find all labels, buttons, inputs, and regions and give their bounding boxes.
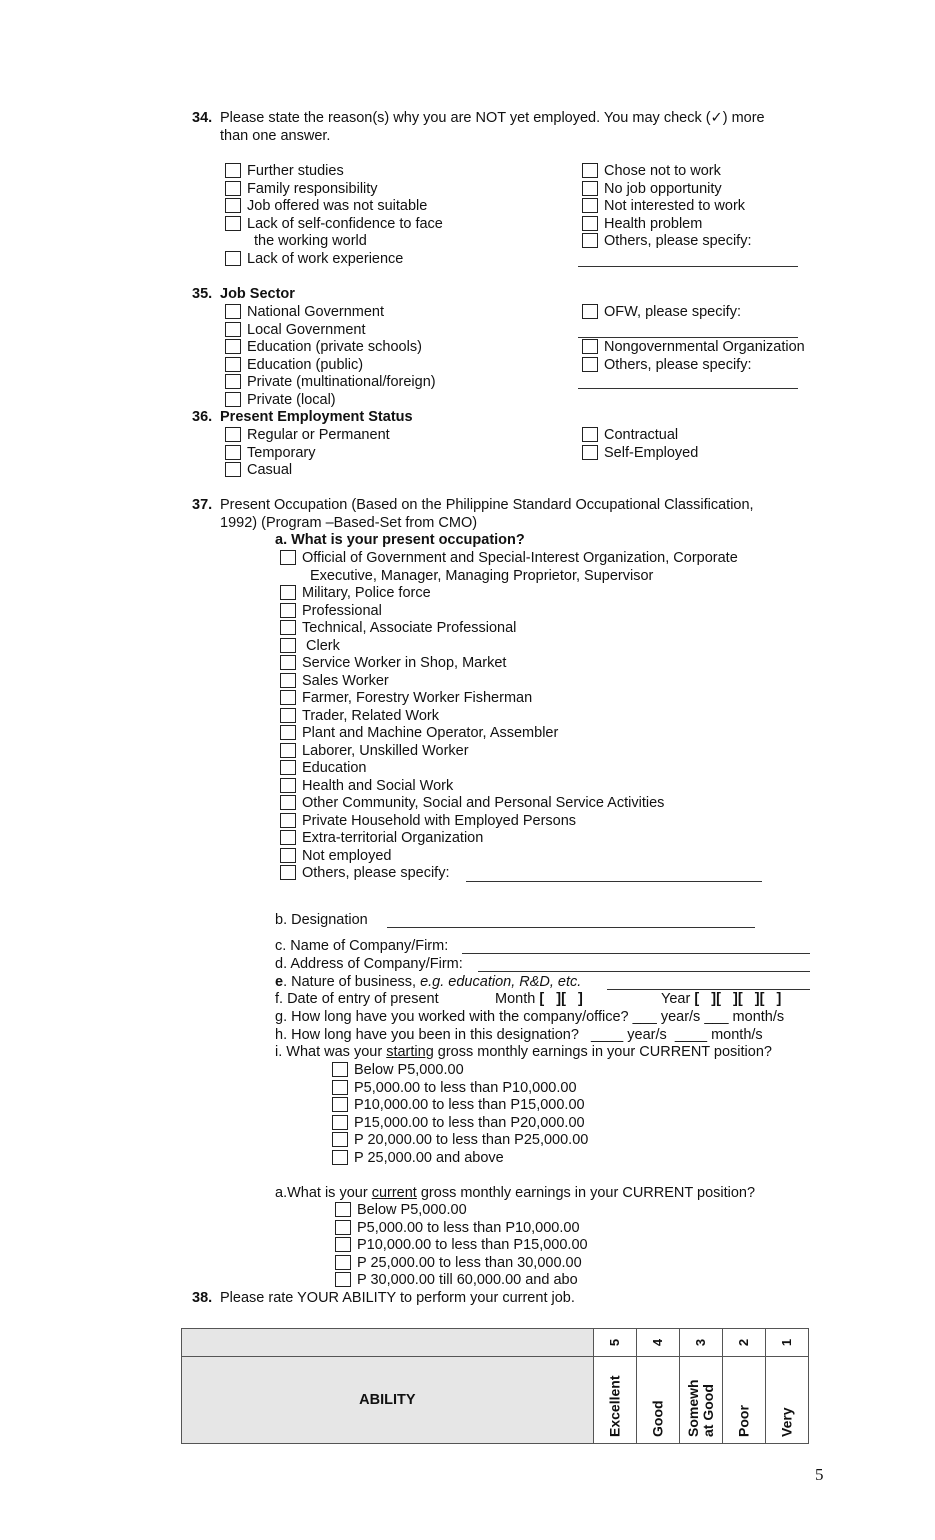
occupation-option[interactable]: Trader, Related Work (280, 708, 738, 726)
q34-others-specify-line[interactable] (578, 266, 798, 267)
checkbox[interactable] (582, 357, 598, 372)
earnings-option[interactable]: P15,000.00 to less than P20,000.00 (332, 1115, 588, 1133)
checkbox[interactable] (280, 603, 296, 618)
current-earnings-options (335, 1202, 588, 1290)
checkbox[interactable] (225, 304, 241, 319)
scale-5: 5 (593, 1329, 636, 1357)
q34-option[interactable]: Others, please specify: (582, 233, 752, 251)
checkbox[interactable] (582, 233, 598, 248)
checkbox[interactable] (280, 865, 296, 880)
scale-label-row (182, 1357, 809, 1444)
q35-option[interactable]: Private (multinational/foreign) (225, 374, 436, 392)
q34-number: 34. (192, 110, 213, 126)
checkbox[interactable] (225, 462, 241, 477)
checkbox[interactable] (582, 339, 598, 354)
q36-option[interactable]: Temporary (225, 445, 390, 463)
q36-right-options (582, 427, 698, 462)
q37d-address-label: d. Address of Company/Firm: (275, 956, 463, 972)
checkbox[interactable] (332, 1080, 348, 1095)
q36-left-options (225, 427, 390, 480)
ability-header: ABILITY (182, 1357, 594, 1444)
checkbox[interactable] (280, 673, 296, 688)
q37b-designation-field[interactable] (387, 927, 755, 928)
checkbox[interactable] (280, 690, 296, 705)
scale-2: 2 (722, 1329, 765, 1357)
q34-option[interactable]: Not interested to work (582, 198, 752, 216)
checkbox[interactable] (280, 795, 296, 810)
checkbox[interactable] (335, 1272, 351, 1287)
checkbox[interactable] (335, 1255, 351, 1270)
occupation-option[interactable]: Professional (280, 603, 738, 621)
q37-text-line1: Present Occupation (Based on the Philippine Standard Occupational Classification, (220, 497, 754, 513)
checkbox[interactable] (335, 1202, 351, 1217)
q37f-year: Year [ ][ ][ ][ ] (661, 991, 782, 1007)
checkbox[interactable] (332, 1097, 348, 1112)
q37f-month: Month [ ][ ] (495, 991, 583, 1007)
q36-option[interactable]: Regular or Permanent (225, 427, 390, 445)
checkbox[interactable] (225, 216, 241, 231)
q37-number: 37. (192, 497, 213, 513)
checkbox[interactable] (225, 181, 241, 196)
q37e-nature-field[interactable] (607, 989, 810, 990)
q35-option[interactable]: Education (private schools) (225, 339, 436, 357)
q38-text: Please rate YOUR ABILITY to perform your current job. (220, 1290, 575, 1306)
page-number: 5 (815, 1465, 824, 1484)
q37g-tenure[interactable]: g. How long have you worked with the company/office? ___ year/s ___ month/s (275, 1009, 785, 1025)
q35-option[interactable]: Others, please specify: (582, 357, 805, 375)
q37a-occupation-list (280, 550, 738, 883)
q35-others-specify-line[interactable] (578, 388, 798, 389)
year-boxes[interactable]: [ ][ ][ ][ ] (694, 991, 782, 1007)
q35-ofw-specify-line[interactable] (578, 337, 798, 338)
checkbox[interactable] (582, 216, 598, 231)
scale-3: 3 (679, 1329, 722, 1357)
checkbox[interactable] (582, 304, 598, 319)
checkbox[interactable] (225, 374, 241, 389)
label-somewhat-good: Somewh at Good (679, 1357, 722, 1444)
q34-option[interactable]: Job offered was not suitable (225, 198, 443, 216)
occupation-option[interactable]: Extra-territorial Organization (280, 830, 738, 848)
q34-right-options (582, 163, 752, 251)
occupation-option[interactable]: Farmer, Forestry Worker Fisherman (280, 690, 738, 708)
checkbox[interactable] (280, 620, 296, 635)
checkbox[interactable] (280, 550, 296, 565)
earnings-option[interactable]: P5,000.00 to less than P10,000.00 (332, 1080, 588, 1098)
checkbox[interactable] (225, 392, 241, 407)
occupation-option[interactable]: Private Household with Employed Persons (280, 813, 738, 831)
checkbox[interactable] (280, 830, 296, 845)
q37i-starting-earnings-question: i. What was your starting gross monthly earnings in your CURRENT position? (275, 1044, 772, 1060)
checkbox[interactable] (335, 1220, 351, 1235)
checkbox[interactable] (332, 1115, 348, 1130)
occupation-option-others[interactable]: Others, please specify: (280, 865, 738, 883)
checkbox[interactable] (225, 357, 241, 372)
q34-option[interactable]: Chose not to work (582, 163, 752, 181)
checkbox[interactable] (280, 708, 296, 723)
occupation-others-specify-line[interactable] (466, 881, 762, 882)
q35-option[interactable]: Private (local) (225, 392, 436, 410)
q34-question (192, 110, 212, 128)
checkbox[interactable] (225, 427, 241, 442)
checkbox[interactable] (280, 655, 296, 670)
checkbox[interactable] (280, 638, 296, 653)
occupation-option[interactable]: Laborer, Unskilled Worker (280, 743, 738, 761)
q36-option[interactable]: Self-Employed (582, 445, 698, 463)
q34-option[interactable]: No job opportunity (582, 181, 752, 199)
q34-option-continuation: the working world (254, 233, 367, 249)
label-good: Good (636, 1357, 679, 1444)
occupation-option-continuation: Executive, Manager, Managing Proprietor, Supervisor (310, 567, 654, 584)
checkbox[interactable] (280, 585, 296, 600)
checkbox[interactable] (280, 848, 296, 863)
earnings-option[interactable]: Below P5,000.00 (332, 1062, 588, 1080)
q35-option[interactable]: Nongovernmental Organization (582, 339, 805, 357)
q35-right-options (582, 339, 805, 374)
q35-title: Job Sector (220, 286, 295, 302)
checkbox[interactable] (332, 1132, 348, 1147)
q36-title: Present Employment Status (220, 409, 413, 425)
q34-option[interactable]: Further studies (225, 163, 443, 181)
checkbox[interactable] (332, 1062, 348, 1077)
q35-option[interactable]: Local Government (225, 322, 436, 340)
checkbox[interactable] (582, 163, 598, 178)
scale-1: 1 (765, 1329, 808, 1357)
q35-left-options (225, 304, 436, 409)
ability-rating-table (181, 1328, 809, 1444)
q36-option[interactable]: Casual (225, 462, 390, 480)
checkbox[interactable] (280, 760, 296, 775)
checkbox[interactable] (280, 813, 296, 828)
checkbox[interactable] (225, 198, 241, 213)
checkbox[interactable] (582, 181, 598, 196)
scale-number-row (182, 1329, 809, 1357)
occupation-option[interactable]: Sales Worker (280, 673, 738, 691)
q37c-company-field[interactable] (462, 953, 810, 954)
earnings-option[interactable]: P5,000.00 to less than P10,000.00 (335, 1220, 588, 1238)
occupation-option[interactable]: Not employed (280, 848, 738, 866)
q37b-designation-label: b. Designation (275, 912, 368, 928)
label-very: Very (765, 1357, 808, 1444)
q37c-company-label: c. Name of Company/Firm: (275, 938, 449, 954)
checkbox[interactable] (332, 1150, 348, 1165)
earnings-option[interactable]: P 25,000.00 to less than 30,000.00 (335, 1255, 588, 1273)
checkbox[interactable] (280, 743, 296, 758)
q34-option[interactable]: Lack of self-confidence to face (225, 216, 443, 234)
q37h-designation-tenure[interactable]: h. How long have you been in this designation? ____ year/s ____ month/s (275, 1027, 763, 1043)
label-excellent: Excellent (593, 1357, 636, 1444)
occupation-option[interactable]: Plant and Machine Operator, Assembler (280, 725, 738, 743)
earnings-option[interactable]: P 25,000.00 and above (332, 1150, 588, 1168)
checkbox[interactable] (582, 427, 598, 442)
occupation-option[interactable]: Technical, Associate Professional (280, 620, 738, 638)
current-earnings-question: a.What is your current gross monthly earnings in your CURRENT position? (275, 1185, 756, 1201)
checkbox[interactable] (225, 445, 241, 460)
checkbox[interactable] (225, 322, 241, 337)
q35-number: 35. (192, 286, 213, 302)
q36-option[interactable]: Contractual (582, 427, 698, 445)
q34-option[interactable]: Family responsibility (225, 181, 443, 199)
q34-left-options (225, 163, 443, 268)
occupation-option[interactable]: Clerk (280, 638, 738, 656)
occupation-option[interactable]: Education (280, 760, 738, 778)
q35-option[interactable]: OFW, please specify: (582, 304, 741, 322)
checkbox[interactable] (280, 778, 296, 793)
month-boxes[interactable]: [ ][ ] (539, 991, 583, 1007)
q37e-nature-label: e. Nature of business, e.g. education, R&D, etc. (275, 974, 582, 990)
checkbox[interactable] (582, 198, 598, 213)
checkbox[interactable] (225, 163, 241, 178)
occupation-option[interactable]: Other Community, Social and Personal Service Activities (280, 795, 738, 813)
occupation-option[interactable]: Official of Government and Special-Interest Organization, Corporate (280, 550, 738, 568)
q37d-address-field[interactable] (478, 971, 810, 972)
starting-earnings-options (332, 1062, 588, 1167)
q38-number: 38. (192, 1290, 213, 1306)
q34-text-line1: Please state the reason(s) why you are NOT yet employed. You may check (✓) more (220, 110, 765, 126)
q35-option[interactable]: National Government (225, 304, 436, 322)
checkbox[interactable] (225, 251, 241, 266)
checkbox[interactable] (582, 445, 598, 460)
earnings-option[interactable]: P10,000.00 to less than P15,000.00 (332, 1097, 588, 1115)
label-poor: Poor (722, 1357, 765, 1444)
earnings-option[interactable]: Below P5,000.00 (335, 1202, 588, 1220)
earnings-option[interactable]: P 30,000.00 till 60,000.00 and abo (335, 1272, 588, 1290)
q36-number: 36. (192, 409, 213, 425)
q34-option[interactable]: Lack of work experience (225, 251, 443, 269)
earnings-option[interactable]: P 20,000.00 to less than P25,000.00 (332, 1132, 588, 1150)
checkbox[interactable] (225, 339, 241, 354)
checkbox[interactable] (335, 1237, 351, 1252)
q37a-title: a. What is your present occupation? (275, 532, 525, 548)
q34-option[interactable]: Health problem (582, 216, 752, 234)
occupation-option[interactable]: Military, Police force (280, 585, 738, 603)
q37f-date-label: f. Date of entry of present (275, 991, 439, 1007)
q34-text-line2: than one answer. (220, 128, 331, 144)
earnings-option[interactable]: P10,000.00 to less than P15,000.00 (335, 1237, 588, 1255)
occupation-option[interactable]: Health and Social Work (280, 778, 738, 796)
header-blank-cell (182, 1329, 594, 1357)
q35-option[interactable]: Education (public) (225, 357, 436, 375)
checkbox[interactable] (280, 725, 296, 740)
occupation-option[interactable]: Service Worker in Shop, Market (280, 655, 738, 673)
scale-4: 4 (636, 1329, 679, 1357)
q37-text-line2: 1992) (Program –Based-Set from CMO) (220, 515, 478, 531)
